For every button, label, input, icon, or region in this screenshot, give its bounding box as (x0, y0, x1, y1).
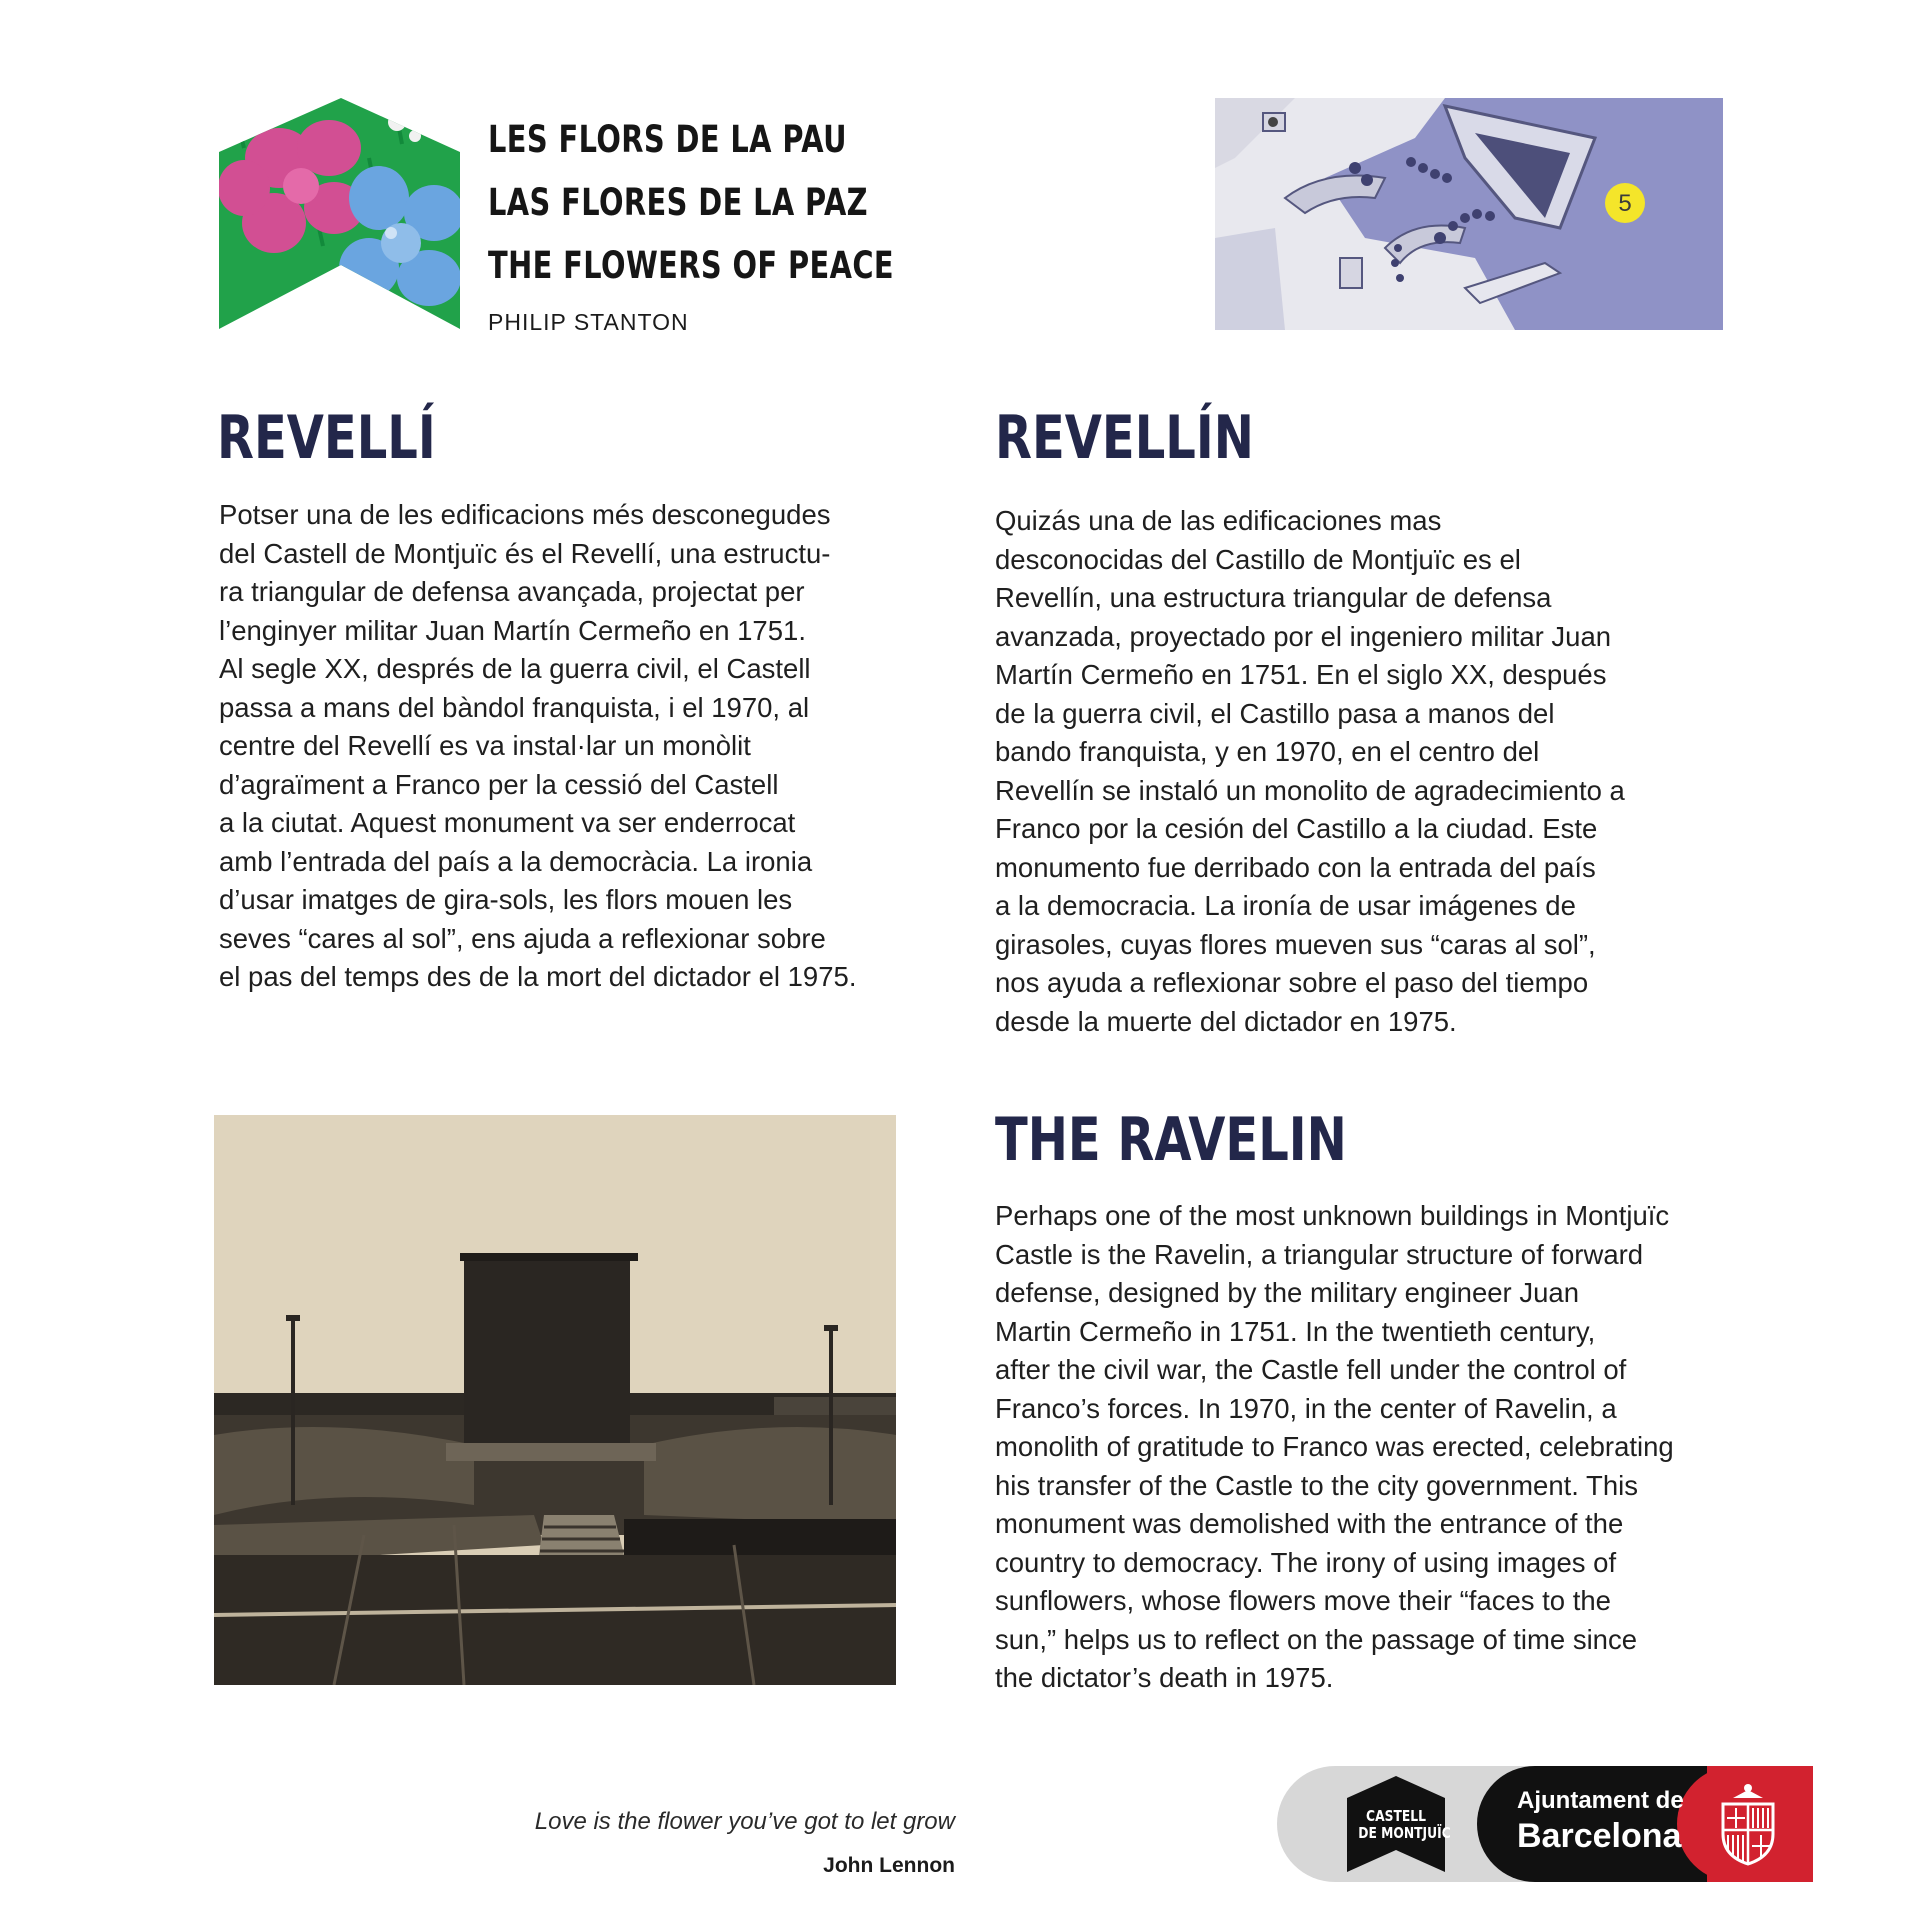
text-line: Revellín se instaló un monolito de agradecimiento a (995, 774, 1625, 806)
artwork-titles (488, 108, 1009, 336)
barcelona-coat-of-arms-icon (1703, 1780, 1793, 1870)
text-line: centre del Revellí es va instal·lar un monòlit (219, 730, 751, 761)
text-line: sunflowers, whose flowers move their “faces to the (995, 1585, 1611, 1616)
text-line: amb l’entrada del país a la democràcia. La ironia (219, 845, 813, 877)
text-line: Martin Cermeño in 1751. In the twentieth century, (995, 1315, 1596, 1347)
text-line: seves “cares al sol”, ens ajuda a reflexionar sobre (219, 922, 826, 954)
text-line: a la democracia. La ironía de usar imágenes de (995, 890, 1576, 921)
text-line: Franco’s forces. In 1970, in the center of Ravelin, a (995, 1392, 1617, 1424)
text-line: ra triangular de defensa avançada, projectat per (219, 576, 805, 607)
heading-spanish: REVELLÍN (995, 403, 1254, 473)
text-line: Castle is the Ravelin, a triangular structure of forward (995, 1238, 1644, 1270)
text-line: defense, designed by the military engineer Juan (995, 1277, 1579, 1308)
text-line: monumento fue derribado con la entrada del país (995, 851, 1596, 883)
map-marker-label: 5 (1618, 190, 1632, 217)
title-english: THE FLOWERS OF PEACE (488, 244, 895, 287)
ajuntament-line1: Ajuntament de (1517, 1787, 1684, 1814)
text-line: after the civil war, the Castle fell under the control of (995, 1354, 1627, 1385)
historic-monolith-photo (214, 1115, 896, 1685)
text-line: Quizás una de las edificaciones mas (995, 505, 1442, 536)
title-catalan: LES FLORS DE LA PAU (488, 118, 847, 161)
text-line: nos ayuda a reflexionar sobre el paso del tiempo (995, 967, 1589, 998)
footer-logos (1277, 1766, 1813, 1882)
castell-logo-text (1358, 1807, 1451, 1842)
text-line: a la ciutat. Aquest monument va ser enderrocat (219, 807, 796, 838)
text-line: de la guerra civil, el Castillo pasa a manos del (995, 697, 1555, 729)
text-line: Al segle XX, després de la guerra civil, el Castell (219, 653, 811, 684)
body-catalan (219, 496, 856, 997)
text-line: Revellín, una estructura triangular de defensa (995, 582, 1552, 613)
text-line: avanzada, proyectado por el ingeniero militar Juan (995, 620, 1612, 652)
text-line: his transfer of the Castle to the city government. This (995, 1469, 1638, 1501)
text-line: girasoles, cuyas flores mueven sus “caras al sol”, (995, 928, 1596, 960)
text-line: Franco por la cesión del Castillo a la ciudad. Este (995, 813, 1598, 844)
castle-site-map (1215, 98, 1723, 330)
heading-english: THE RAVELIN (995, 1105, 1347, 1175)
text-line: Martín Cermeño en 1751. En el siglo XX, después (995, 659, 1607, 690)
body-english (995, 1197, 1674, 1698)
flowers-artwork-logo (219, 98, 460, 329)
quote-block (370, 1808, 955, 1878)
text-line: del Castell de Montjuïc és el Revellí, una estructu- (219, 537, 831, 569)
title-spanish: LAS FLORES DE LA PAZ (488, 181, 868, 224)
text-line: desde la muerte del dictador en 1975. (995, 1005, 1457, 1037)
quote-author: John Lennon (823, 1854, 955, 1877)
text-line: Perhaps one of the most unknown buildings in Montjuïc (995, 1200, 1670, 1231)
castell-line1: CASTELL (1366, 1807, 1426, 1825)
text-line: l’enginyer militar Juan Martín Cermeño en 1751. (219, 614, 806, 646)
text-line: monolith of gratitude to Franco was erected, celebrating (995, 1431, 1674, 1462)
text-line: d’usar imatges de gira-sols, les flors mouen les (219, 884, 793, 915)
text-line: the dictator’s death in 1975. (995, 1662, 1334, 1693)
text-line: monument was demolished with the entrance of the (995, 1508, 1624, 1539)
text-line: bando franquista, y en 1970, en el centro del (995, 736, 1540, 767)
text-line: Potser una de les edificacions més desconegudes (219, 499, 831, 530)
text-line: el pas del temps des de la mort del dictador el 1975. (219, 961, 857, 992)
text-line: passa a mans del bàndol franquista, i el 1970, al (219, 691, 810, 723)
text-line: desconocidas del Castillo de Montjuïc es el (995, 543, 1521, 575)
heading-catalan: REVELLÍ (217, 403, 436, 473)
castell-line2: DE MONTJUÏC (1358, 1824, 1451, 1842)
ajuntament-line2: Barcelona (1517, 1817, 1682, 1855)
body-spanish (995, 502, 1625, 1041)
text-line: d’agraïment a Franco per la cessió del Castell (219, 768, 779, 800)
text-line: country to democracy. The irony of using images of (995, 1546, 1617, 1578)
text-line: sun,” helps us to reflect on the passage of time since (995, 1623, 1638, 1655)
ajuntament-logo-text (1517, 1786, 1684, 1856)
artist-name: PHILIP STANTON (488, 309, 689, 335)
quote-text: Love is the flower you’ve got to let grow (534, 1808, 955, 1835)
